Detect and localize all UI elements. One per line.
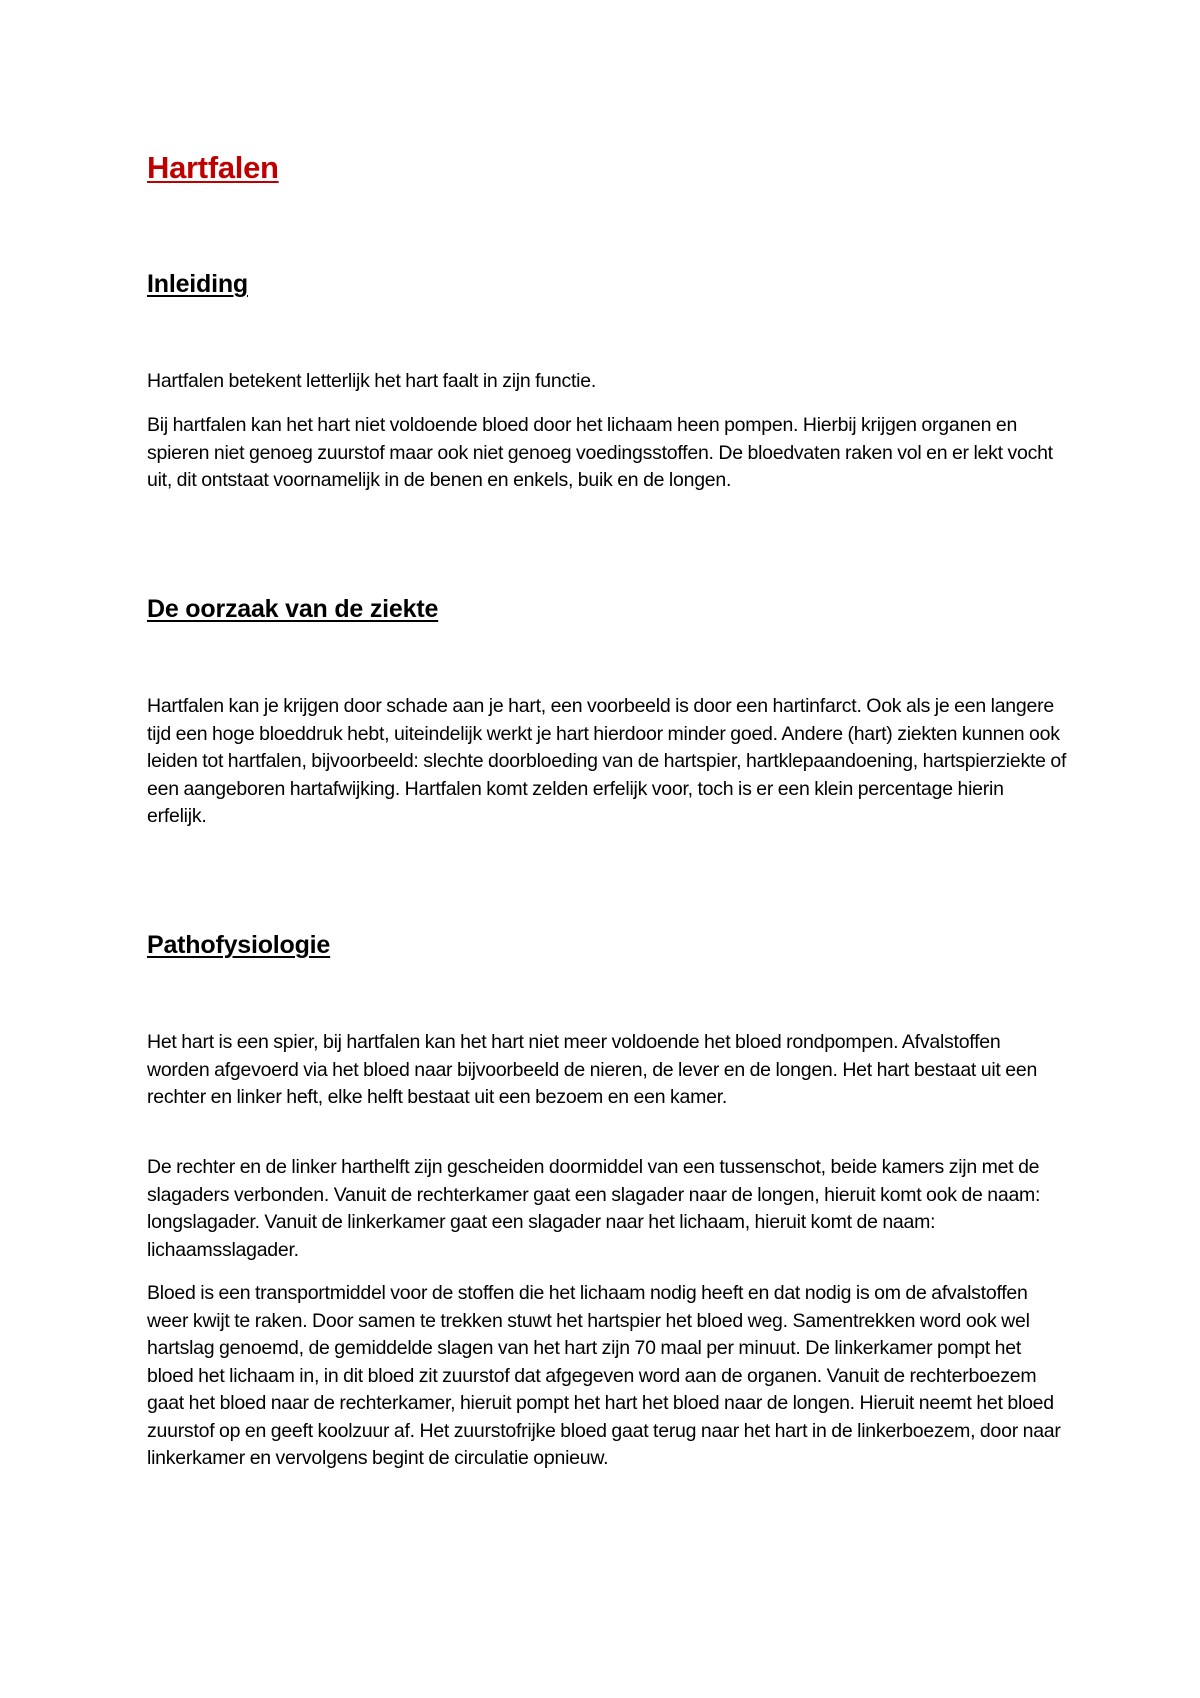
paragraph-inleiding-1: Hartfalen betekent letterlijk het hart faalt in zijn functie.	[147, 370, 596, 392]
section-heading-pathofysiologie: Pathofysiologie	[147, 931, 331, 959]
paragraph-pathofysiologie-3: Bloed is een transportmiddel voor de stoffen die het lichaam nodig heeft en dat nodig is om de afvalstoffen weer kwijt te raken. Door samen te trekken stuwt het hartspier het bloed weg. Samentrekken word ook wel hartslag genoemd, de gemiddelde slagen van het hart zijn 70 maal per minuut. De linkerkamer pompt het bloed het lichaam in, in dit bloed zit zuurstof dat afgegeven word aan de organen. Vanuit de rechterboezem gaat het bloed naar de rechterkamer, hieruit pompt het hart het bloed naar de longen. Hieruit neemt het bloed zuurstof op en geeft koolzuur af. Het zuurstofrijke bloed gaat terug naar het hart in de linkerboezem, door naar linkerkamer en vervolgens begint de circulatie opnieuw.	[147, 1282, 1061, 1469]
paragraph-pathofysiologie-1: Het hart is een spier, bij hartfalen kan het hart niet meer voldoende het bloed rondpompen. Afvalstoffen worden afgevoerd via het bloed naar bijvoorbeeld de nieren, de lever en de longen. Het hart bestaat uit een rechter en linker heft, elke helft bestaat uit een bezoem en een kamer.	[147, 1031, 1038, 1108]
section-heading-inleiding: Inleiding	[147, 270, 248, 298]
paragraph-oorzaak-1: Hartfalen kan je krijgen door schade aan je hart, een voorbeeld is door een hartinfarct. Ook als je een langere tijd een hoge bloeddruk hebt, uiteindelijk werkt je hart hierdoor minder goed. Andere (hart) ziekten kunnen ook leiden tot hartfalen, bijvoorbeeld: slechte doorbloeding van de hartspier, hartklepaandoening, hartspierziekte of een aangeboren hartafwijking. Hartfalen komt zelden erfelijk voor, toch is er een klein percentage hierin erfelijk.	[147, 695, 1067, 827]
paragraph-pathofysiologie-2: De rechter en de linker harthelft zijn gescheiden doormiddel van een tussenschot, beide kamers zijn met de slagaders verbonden. Vanuit de rechterkamer gaat een slagader naar de longen, hieruit komt ook de naam: longslagader. Vanuit de linkerkamer gaat een slagader naar het lichaam, hieruit komt de naam: lichaamsslagader.	[147, 1156, 1041, 1261]
document-title: Hartfalen	[147, 150, 279, 185]
section-heading-oorzaak: De oorzaak van de ziekte	[147, 595, 439, 623]
paragraph-inleiding-2: Bij hartfalen kan het hart niet voldoende bloed door het lichaam heen pompen. Hierbij krijgen organen en spieren niet genoeg zuurstof maar ook niet genoeg voedingsstoffen. De bloedvaten raken vol en er lekt vocht uit, dit ontstaat voornamelijk in de benen en enkels, buik en de longen.	[147, 414, 1053, 491]
